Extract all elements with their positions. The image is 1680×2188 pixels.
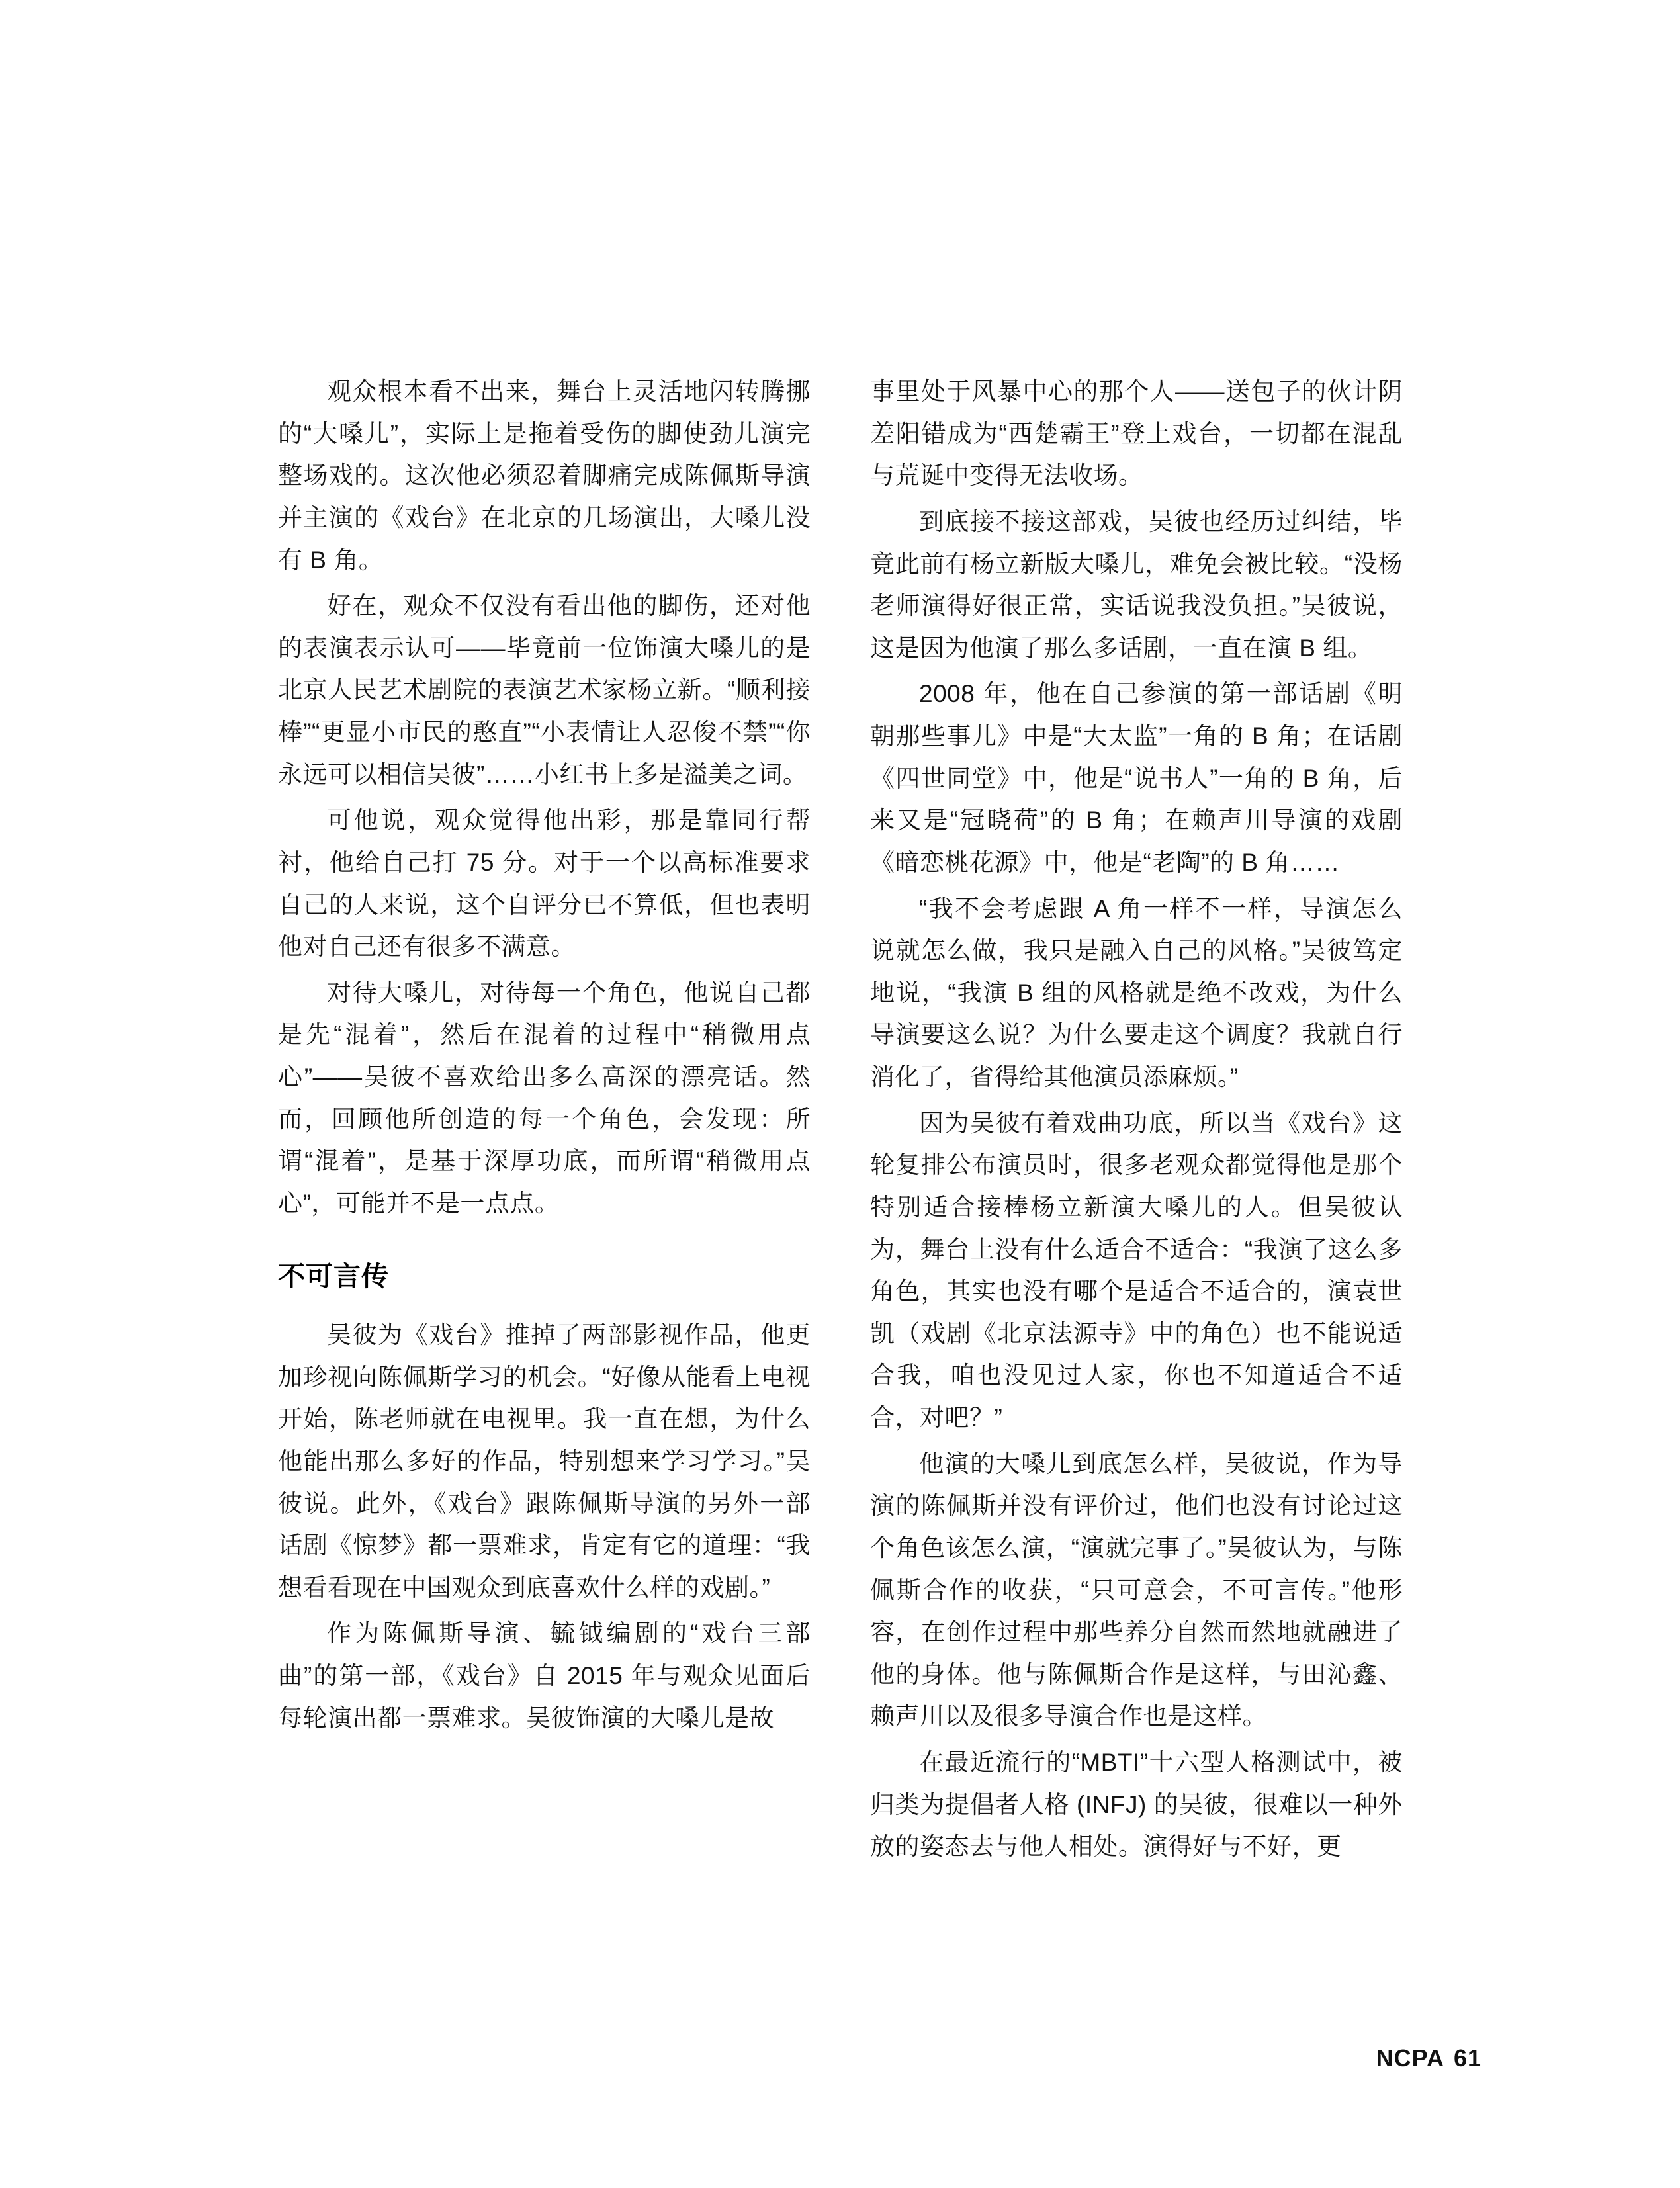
article-body bbox=[278, 371, 1403, 1872]
publication-label: NCPA bbox=[1376, 2044, 1444, 2072]
paragraph: 好在，观众不仅没有看出他的脚伤，还对他的表演表示认可——毕竟前一位饰演大嗓儿的是北京人民艺术剧院的表演艺术家杨立新。“顺利接棒”“更显小市民的憨直”“小表情让人忍俊不禁”“你永远可以相信吴彼”……小红书上多是溢美之词。 bbox=[278, 592, 811, 788]
paragraph: 观众根本看不出来，舞台上灵活地闪转腾挪的“大嗓儿”，实际上是拖着受伤的脚使劲儿演完整场戏的。这次他必须忍着脚痛完成陈佩斯导演并主演的《戏台》在北京的几场演出，大嗓儿没有 B 角。 bbox=[278, 378, 811, 574]
paragraph: 吴彼为《戏台》推掉了两部影视作品，他更加珍视向陈佩斯学习的机会。“好像从能看上电视开始，陈老师就在电视里。我一直在想，为什么他能出那么多好的作品，特别想来学习学习。”吴彼说。此外，《戏台》跟陈佩斯导演的另外一部话剧《惊梦》都一票难求，肯定有它的道理：“我想看看现在中国观众到底喜欢什么样的戏剧。” bbox=[278, 1321, 811, 1601]
paragraph: “我不会考虑跟 A 角一样不一样，导演怎么说就怎么做，我只是融入自己的风格。”吴彼笃定地说，“我演 B 组的风格就是绝不改戏，为什么导演要这么说？为什么要走这个调度？我就自行消化了，省得给其他演员添麻烦。” bbox=[870, 895, 1403, 1090]
paragraph: 对待大嗓儿，对待每一个角色，他说自己都是先“混着”，然后在混着的过程中“稍微用点心”——吴彼不喜欢给出多么高深的漂亮话。然而，回顾他所创造的每一个角色，会发现：所谓“混着”，是基于深厚功底，而所谓“稍微用点心”，可能并不是一点点。 bbox=[278, 979, 811, 1217]
paragraph: 作为陈佩斯导演、毓钺编剧的“戏台三部曲”的第一部，《戏台》自 2015 年与观众见面后每轮演出都一票难求。吴彼饰演的大嗓儿是故 bbox=[278, 1620, 811, 1731]
page-footer bbox=[1376, 2044, 1481, 2072]
paragraph: 2008 年，他在自己参演的第一部话剧《明朝那些事儿》中是“大太监”一角的 B 角；在话剧《四世同堂》中，他是“说书人”一角的 B 角，后来又是“冠晓荷”的 B 角；在赖声川导演的戏剧《暗恋桃花源》中，他是“老陶”的 B 角…… bbox=[870, 680, 1403, 876]
paragraph: 到底接不接这部戏，吴彼也经历过纠结，毕竟此前有杨立新版大嗓儿，难免会被比较。“没杨老师演得好很正常，实话说我没负担。”吴彼说，这是因为他演了那么多话剧，一直在演 B 组。 bbox=[870, 507, 1403, 662]
paragraph: 事里处于风暴中心的那个人——送包子的伙计阴差阳错成为“西楚霸王”登上戏台，一切都在混乱与荒诞中变得无法收场。 bbox=[870, 378, 1403, 490]
paragraph: 在最近流行的“MBTI”十六型人格测试中，被归类为提倡者人格 (INFJ) 的吴彼，很难以一种外放的姿态去与他人相处。演得好与不好，更 bbox=[870, 1749, 1403, 1860]
column-left bbox=[278, 371, 811, 1872]
page-number: 61 bbox=[1453, 2044, 1481, 2072]
paragraph: 因为吴彼有着戏曲功底，所以当《戏台》这轮复排公布演员时，很多老观众都觉得他是那个特别适合接棒杨立新演大嗓儿的人。但吴彼认为，舞台上没有什么适合不适合：“我演了这么多角色，其实也没有哪个是适合不适合的，演袁世凯（戏剧《北京法源寺》中的角色）也不能说适合我，咱也没见过人家，你也不知道适合不适合，对吧？” bbox=[870, 1109, 1403, 1431]
paragraph: 他演的大嗓儿到底怎么样，吴彼说，作为导演的陈佩斯并没有评价过，他们也没有讨论过这个角色该怎么演，“演就完事了。”吴彼认为，与陈佩斯合作的收获，“只可意会，不可言传。”他形容，在创作过程中那些养分自然而然地就融进了他的身体。他与陈佩斯合作是这样，与田沁鑫、赖声川以及很多导演合作也是这样。 bbox=[870, 1450, 1403, 1730]
paragraph: 可他说，观众觉得他出彩，那是靠同行帮衬，他给自己打 75 分。对于一个以高标准要求自己的人来说，这个自评分已不算低，但也表明他对自己还有很多不满意。 bbox=[278, 807, 811, 961]
section-heading: 不可言传 bbox=[278, 1260, 389, 1291]
column-right bbox=[870, 371, 1403, 1872]
